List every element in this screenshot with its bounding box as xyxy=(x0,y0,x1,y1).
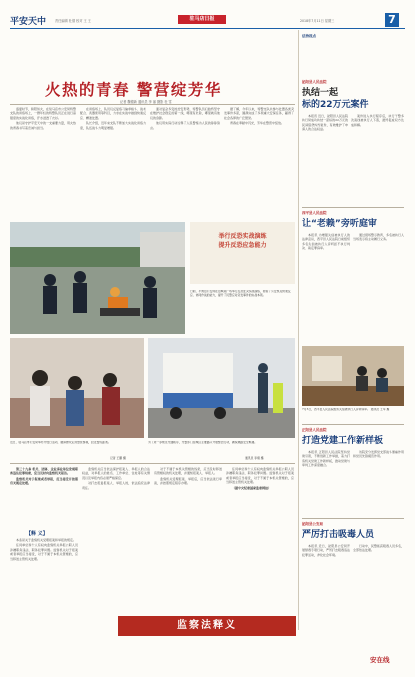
bottom-column-1 xyxy=(10,538,78,648)
bottom-col1-p1: 本条是关于监察机关受理报案和举报的规定。 xyxy=(16,538,77,542)
drug-column-1 xyxy=(302,544,350,644)
court-xiping: 西平县人民法院 xyxy=(302,211,327,215)
laolai-column-2 xyxy=(353,233,404,343)
lead-col2-p2: 队长介绍，近年来支队不断加大实战化训练力度，队伍战斗力明显增强。 xyxy=(80,121,146,130)
traffic-photo-art xyxy=(148,338,295,438)
party-col2-p1: 该院充分发挥党支部战斗堡垒作用和党员先锋模范作用。 xyxy=(353,450,404,459)
section-title: 平安天中 xyxy=(10,17,47,27)
lead-column-4 xyxy=(224,107,294,219)
headline-party-building: 打造党建工作新样板 xyxy=(302,436,384,446)
lead-col3-p1: 面对复杂多变的治安形势，特警队员们始终坚守在维护社会稳定的第一线，哪里有危险，哪里就有他们的身影。 xyxy=(150,107,220,120)
bottom-col2-p2: 对打击报复报案人、举报人的，依法追究法律责任。 xyxy=(82,481,150,490)
lead-col1-p1: 盛夏时节，骄阳似火，在驻马店市公安局特警支队的训练场上，一群年轻的特警队员正在进行高强度的实战化训练，汗水浸透了衣衫。 xyxy=(10,107,76,120)
court-biyang: 泌阳县人民法院 xyxy=(302,80,327,84)
lead-headline: 火热的青春 警营绽芳华 xyxy=(45,81,222,99)
courtroom-photo-art xyxy=(302,346,404,406)
lead-column-3 xyxy=(150,107,220,219)
bottom-col2-p1: 监察机关应当依法保护报案人、举报人的合法权益，对举报人的姓名、工作单位、住址等有关情况以及举报内容必须严格保密。 xyxy=(82,467,150,480)
bottom-column-2 xyxy=(82,467,150,612)
lead-byline: 记者 魏德新 通讯员 李 丽 摄影 杜 雪 xyxy=(120,100,172,104)
case-col2-p1: 案件进入执行程序后，执行干警多次查找被执行人下落，最终促成双方达成和解。 xyxy=(351,114,404,127)
party-col1-p1: 本报讯 正阳县人民法院坚持党建引领，不断创新工作举措，着力打造机关党建工作新样板，推动党建与审判工作深度融合。 xyxy=(302,450,350,468)
law-article-p1: 第三十九条 机关、团体、企业事业单位发现职务违法犯罪线索，应当及时向监察机关报告。 xyxy=(10,467,78,476)
lead-col4-p1: 据了解，今年以来，特警支队共参与处置各类突发事件多起，圆满完成了多项重大安保任务，赢得了社会各界的广泛赞誉。 xyxy=(224,107,294,120)
supervision-law-banner: 监察法释义 xyxy=(118,616,296,636)
laolai-column-1 xyxy=(302,233,350,343)
bottom-divider xyxy=(10,463,295,464)
open-day-photo xyxy=(10,338,144,438)
lead-divider xyxy=(10,104,295,105)
lead-col1-p2: 他们是守护平安天中的一支重要力量，用火热的青春书写着忠诚与担当。 xyxy=(10,121,76,130)
headline-laolai: 让“老赖”旁听庭审 xyxy=(302,219,377,229)
right-divider-2 xyxy=(302,424,404,425)
party-column-1 xyxy=(302,450,350,515)
caption-traffic: 为了进一步规范交通秩序，交警部门在城区主要路口开展整治行动，确保道路安全畅通。 xyxy=(148,441,258,444)
headline-case-b: 标的22万元案件 xyxy=(302,100,369,110)
court-zhengyang: 正阳县人民法院 xyxy=(302,428,327,432)
case-column-2 xyxy=(351,114,404,204)
column-separator xyxy=(298,30,299,630)
lead-col2-p1: 在训练场上，队员们反复练习擒拿格斗、战术配合、武器使用等科目，力求在实战中做到快速反应、精准处置。 xyxy=(80,107,146,120)
bottom-col1-p2: 任何单位和个人有权向监察机关举报公职人员涉嫌职务违法、职务犯罪问题。监察机关对于报案或者举报应当接受，对于不属于本机关管辖的，应当移送主管机关处理。 xyxy=(10,543,78,561)
credit-mid: 通讯员 李翔 摄 xyxy=(245,456,264,460)
an-zai-xian-logo: 安在线 xyxy=(370,656,390,664)
headline-anti-drug: 严厉打击吸毒人员 xyxy=(302,530,375,540)
law-article-p2: 监察机关对于报案或者举报，应当接受并按照有关规定处理。 xyxy=(10,476,78,486)
drill-photo-art xyxy=(10,222,185,334)
bottom-column-3 xyxy=(154,467,222,612)
right-section-tag: 法治视点 xyxy=(302,34,316,38)
callout-box xyxy=(190,222,295,284)
bottom-col4-p1: 任何单位和个人有权向监察机关举报公职人员涉嫌职务违法、职务犯罪问题。监察机关对于报案或者举报应当接受，对于不属于本机关管辖的，应当移送主管机关处理。 xyxy=(226,467,294,485)
laolai-col1-p1: 本报讯 为增强失信被执行人的法律意识，西平县人民法院日前组织多名失信被执行人旁听拒不执行判决、裁定罪庭审。 xyxy=(302,233,350,251)
courtroom-photo xyxy=(302,346,404,406)
right-divider-1 xyxy=(302,207,404,208)
page-number: 7 xyxy=(385,13,399,27)
traffic-photo xyxy=(148,338,295,438)
party-column-2 xyxy=(353,450,404,515)
caption-open-day: 近日，驻马店市公安局举办开放日活动，邀请群众走进警营参观，拉近警民距离。 xyxy=(10,441,111,444)
open-day-photo-art xyxy=(10,338,144,438)
caption-courtroom: 7月5日，西平县人民法院组织失信被执行人旁听庭审。 通讯员 王军 摄 xyxy=(302,408,390,411)
bottom-col3-p1: 对于不属于本机关管辖的线索，应当及时移送有管辖权的机关处理，并通知报案人、举报人。 xyxy=(154,467,222,476)
case-column-1 xyxy=(302,114,348,204)
headline-case-a: 执结一起 xyxy=(302,88,339,98)
bottom-col3-p2: 监察机关受理报案、举报后，应当依法进行审查，并按照规定程序办理。 xyxy=(154,476,222,486)
header-date: 2018年7月11日 星期三 xyxy=(300,19,335,23)
lead-column-2 xyxy=(80,107,146,219)
drug-col2-p1: 行动中，民警抓获吸毒人员多名，全部依法处理。 xyxy=(353,544,404,553)
case-col1-p1: 本报讯 近日，泌阳县人民法院执行局成功执结一起标的22万元的民间借贷纠纷案件，有效维护了申请人的合法权益。 xyxy=(302,114,348,132)
lead-col4-p2: 青春在奉献中闪光，芳华在警营中绽放。 xyxy=(230,121,285,126)
lead-col3-p2: 他们用实际行动诠释了人民警察为人民的铮铮誓言。 xyxy=(150,121,220,130)
drill-photo xyxy=(10,222,185,334)
drug-column-2 xyxy=(353,544,404,644)
lead-column-1 xyxy=(10,107,76,219)
caption-drill: 日前，平舆县公安局在县城某广场举行反恐处突实战演练，检验了公安机关快速反应、协同作战的能力，提升了民警应对突发事件的实战本领。 xyxy=(190,290,291,297)
drug-col1-p1: 本报讯 近日，泌阳县公安局开展禁毒专项行动，严厉打击吸毒违法犯罪活动，净化社会环境。 xyxy=(302,544,350,557)
right-divider-3 xyxy=(302,518,404,519)
bottom-column-4 xyxy=(226,467,294,612)
laolai-col2-p1: 通过现场警示教育，多名被执行人当场表示将主动履行义务。 xyxy=(353,233,404,242)
header-meta: 责任编辑 杜德 校对 王 王 xyxy=(55,19,91,23)
callout-title: 举行反恐实战演练 提升反恐应急能力 xyxy=(218,233,267,249)
police-biyang: 泌阳县公安局 xyxy=(302,522,323,526)
masthead-logo: 驻马店日报 xyxy=(178,15,226,24)
bottom-col4-p2: （据中央纪委国家监委网站） xyxy=(232,485,272,490)
law-article xyxy=(10,467,78,527)
interpretation-label: 【释 义】 xyxy=(26,531,48,537)
credit-left: 记者 王鹏 摄 xyxy=(110,456,126,460)
